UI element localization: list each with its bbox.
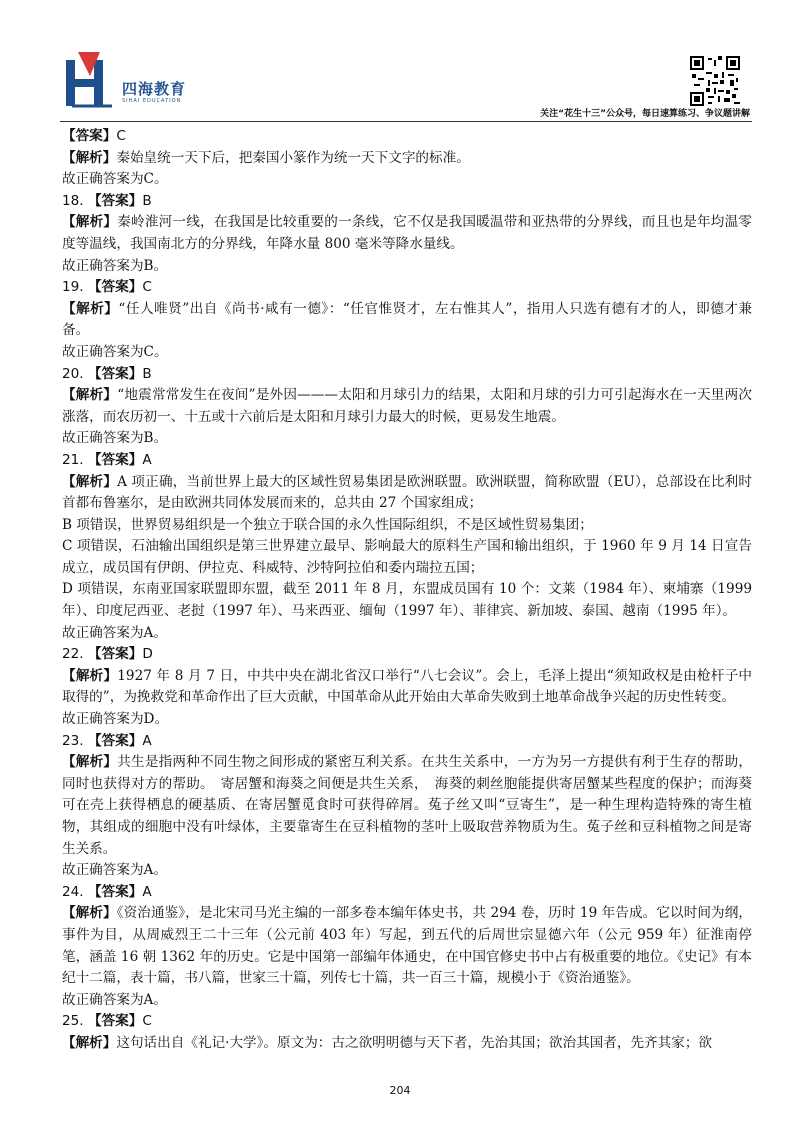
answer-line: 【答案】C: [62, 128, 126, 144]
analysis-paragraph: 【解析】秦始皇统一天下后，把秦国小篆作为统一天下文字的标准。: [62, 149, 470, 166]
answer-item: [62, 191, 752, 277]
logo-subtitle: SIHAI EDUCATION: [122, 98, 182, 104]
answer-line: 24. 【答案】A: [62, 883, 152, 900]
answer-line: 20. 【答案】B: [62, 365, 152, 382]
answer-item: [62, 731, 752, 882]
answer-line: 21. 【答案】A: [62, 451, 152, 468]
answer-value: B: [142, 192, 152, 209]
analysis-paragraph: 【解析】这句话出自《礼记·大学》。原文为：古之欲明明德与天下者，先治其国；欲治其国者，先齐其家；欲: [62, 1034, 713, 1051]
answer-item: [62, 364, 752, 450]
question-number: 18.: [62, 192, 84, 209]
answer-line: 25. 【答案】C: [62, 1013, 152, 1030]
qr-code-icon: [690, 56, 740, 106]
answer-line: 18. 【答案】B: [62, 192, 152, 209]
answer-item: [62, 277, 752, 363]
answer-value: C: [142, 279, 152, 296]
answer-line: 22. 【答案】D: [62, 646, 153, 663]
conclusion-line: 故正确答案为A。: [62, 991, 167, 1008]
answer-item: [62, 882, 752, 1012]
answer-value: C: [116, 128, 126, 144]
question-number: 20.: [62, 365, 84, 382]
conclusion-line: 故正确答案为D。: [62, 711, 169, 728]
question-number: 21.: [62, 451, 84, 468]
analysis-paragraph: B 项错误，世界贸易组织是一个独立于联合国的永久性国际组织，不是区域性贸易集团；: [62, 516, 593, 533]
analysis-paragraph: C 项错误，石油输出国组织是第三世界建立最早、影响最大的原料生产国和输出组织，于 1960 年 9 月 14 日宣告成立，成员国有伊朗、伊拉克、科威特、沙特阿拉伯和委内瑞拉五国；: [62, 538, 752, 576]
answer-item: [62, 644, 752, 730]
logo: [60, 48, 240, 114]
page-header: [60, 48, 750, 118]
question-number: 19.: [62, 279, 84, 296]
header-divider: [60, 121, 752, 122]
answer-value: A: [142, 732, 152, 749]
analysis-paragraph: 【解析】A 项正确，当前世界上最大的区域性贸易集团是欧洲联盟。欧洲联盟，简称欧盟（EU），总部设在比利时首都布鲁塞尔，是由欧洲共同体发展而来的，总共由 27 个国家组成；: [62, 473, 752, 512]
analysis-paragraph: 【解析】《资治通鉴》，是北宋司马光主编的一部多卷本编年体史书，共 294 卷，历时 19 年告成。它以时间为纲，事件为目，从周威烈王二十三年（公元前 403 年）写起，到五代的后周世宗显德六年（公元 959 年）征淮南停笔，涵盖 16 朝 1362 年的历史。它是中国第一部编年体通史，在中国官修史书中占有极重要的地位。《史记》有本纪十二篇，表十篇，书八篇，世家三十篇，列传七十篇，共一百三十篇，规模小于《资治通鉴》。: [62, 905, 752, 987]
answer-line: 23. 【答案】A: [62, 732, 152, 749]
conclusion-line: 故正确答案为B。: [62, 257, 168, 274]
conclusion-line: 故正确答案为B。: [62, 430, 168, 447]
question-number: 23.: [62, 732, 84, 749]
conclusion-line: 故正确答案为A。: [62, 624, 167, 641]
answer-line: 19. 【答案】C: [62, 279, 152, 296]
logo-title: 四海教育: [122, 80, 187, 98]
conclusion-line: 故正确答案为A。: [62, 862, 167, 879]
analysis-paragraph: 【解析】1927 年 8 月 7 日，中共中央在湖北省汉口举行“八七会议”。会上，毛泽上提出“须知政权是由枪杆子中取得的”，为挽救党和革命作出了巨大贡献，中国革命从此开始由大革命失败到土地革命战争兴起的历史性转变。: [62, 667, 753, 706]
question-number: 22.: [62, 646, 84, 663]
answer-value: C: [142, 1013, 152, 1030]
conclusion-line: 故正确答案为C。: [62, 171, 168, 188]
analysis-paragraph: 【解析】共生是指两种不同生物之间形成的紧密互利关系。在共生关系中，一方为另一方提供有利于生存的帮助，同时也获得对方的帮助。 寄居蟹和海葵之间便是共生关系， 海葵的刺丝胞能提供寄居蟹某些程度的保护；而海葵可在壳上获得栖息的硬基质、在寄居蟹觅食时可获得碎屑。菟子丝又叫“豆寄生”，是一种生理构造特殊的寄生植物，其组成的细胞中没有叶绿体，主要靠寄生在豆科植物的茎叶上吸取营养物质为生。菟子丝和豆科植物之间是寄生关系。: [62, 754, 752, 857]
page-number: 204: [389, 1084, 411, 1097]
answer-item: [62, 1011, 752, 1054]
conclusion-line: 故正确答案为C。: [62, 343, 168, 360]
analysis-paragraph: 【解析】秦岭淮河一线，在我国是比较重要的一条线，它不仅是我国暖温带和亚热带的分界线，而且也是年均温零度等温线，我国南北方的分界线，年降水量 800 毫米等降水量线。: [62, 214, 752, 252]
answer-value: B: [142, 365, 152, 382]
answer-item: [62, 126, 752, 191]
analysis-paragraph: 【解析】“任人唯贤”出自《尚书·咸有一德》：“任官惟贤才，左右惟其人”，指用人只选有德有才的人，即德才兼备。: [62, 300, 752, 339]
answer-item: [62, 450, 752, 644]
analysis-paragraph: D 项错误，东南亚国家联盟即东盟，截至 2011 年 8 月，东盟成员国有 10 个：文莱（1984 年）、柬埔寨（1999年）、印度尼西亚、老挝（1997 年）、马来西亚、缅甸（1997 年）、菲律宾、新加坡、泰国、越南（1995 年）。: [62, 581, 752, 620]
answer-value: A: [142, 883, 152, 900]
header-slogan: 关注“花生十三”公众号，每日速算练习、争议题讲解: [540, 109, 750, 119]
logo-mark-icon: [60, 50, 118, 112]
answer-value: D: [142, 646, 153, 663]
question-number: 24.: [62, 883, 84, 900]
document-body: [62, 126, 752, 1055]
analysis-paragraph: 【解析】“地震常常发生在夜间”是外因———太阳和月球引力的结果，太阳和月球的引力可引起海水在一天里两次涨落，而农历初一、十五或十六前后是太阳和月球引力最大的时候，更易发生地震。: [62, 387, 753, 425]
question-number: 25.: [62, 1013, 84, 1030]
answer-value: A: [142, 451, 152, 468]
